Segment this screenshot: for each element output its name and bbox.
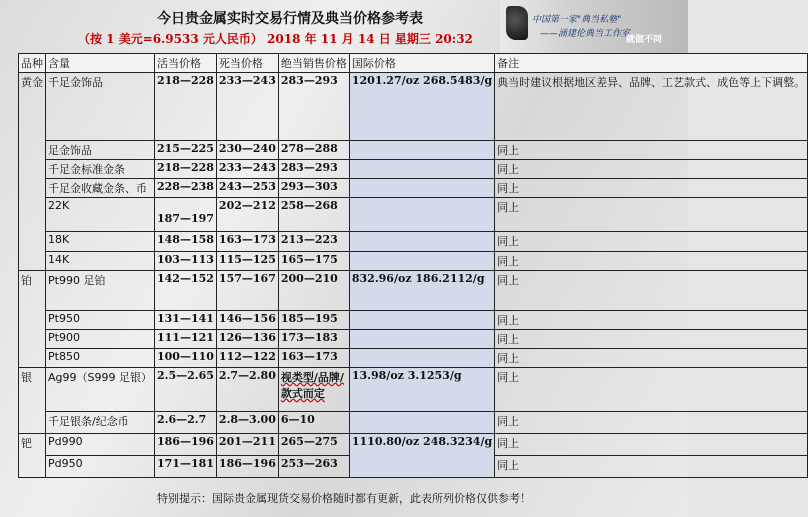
sale-price: 253—263 xyxy=(278,456,349,478)
table-row xyxy=(19,73,808,141)
dead-price: 233—243 xyxy=(216,160,278,179)
dead-price: 112—122 xyxy=(216,349,278,368)
footer-notice: 特别提示：国际贵金属现货交易价格随时都有更新，此表所列价格仅供参考！ xyxy=(157,492,531,505)
live-price: 148—158 xyxy=(154,232,216,252)
dead-price: 157—167 xyxy=(216,271,278,311)
category-palladium: 钯 xyxy=(19,434,46,478)
remark: 同上 xyxy=(495,179,808,198)
live-price: 2.6—2.7 xyxy=(154,412,216,434)
live-price: 218—228 xyxy=(154,160,216,179)
header-international-price: 国际价格 xyxy=(349,54,494,73)
live-price: 2.5—2.65 xyxy=(154,368,216,412)
live-price: 215—225 xyxy=(154,141,216,160)
live-price: 131—141 xyxy=(154,311,216,330)
sale-price: 258—268 xyxy=(278,198,349,232)
table-row xyxy=(19,311,808,330)
item-name: Ag99（S999 足银） xyxy=(46,368,155,412)
dead-price: 233—243 xyxy=(216,73,278,141)
international-price xyxy=(349,232,494,252)
dead-price: 115—125 xyxy=(216,252,278,271)
live-price: 111—121 xyxy=(154,330,216,349)
dead-price: 2.7—2.80 xyxy=(216,368,278,412)
table-row xyxy=(19,271,808,311)
item-name: Pd950 xyxy=(46,456,155,478)
logo-line2: ——涌建伦典当工作室 xyxy=(540,29,631,39)
category-platinum: 铂 xyxy=(19,271,46,368)
header-remarks: 备注 xyxy=(495,54,808,73)
dead-price: 202—212 xyxy=(216,198,278,232)
item-name: Pt990 足铂 xyxy=(46,271,155,311)
live-price: 228—238 xyxy=(154,179,216,198)
sale-price: 293—303 xyxy=(278,179,349,198)
table-row xyxy=(19,434,808,456)
header-live-pawn-price: 活当价格 xyxy=(154,54,216,73)
live-price: 100—110 xyxy=(154,349,216,368)
price-table xyxy=(18,53,808,478)
studio-logo xyxy=(500,0,688,56)
remark: 同上 xyxy=(495,141,808,160)
international-price xyxy=(349,349,494,368)
sale-price: 213—223 xyxy=(278,232,349,252)
header-category: 品种 xyxy=(19,54,46,73)
table-row xyxy=(19,198,808,232)
dead-price: 243—253 xyxy=(216,179,278,198)
table-row xyxy=(19,412,808,434)
international-price xyxy=(349,252,494,271)
remark: 同上 xyxy=(495,160,808,179)
remark: 同上 xyxy=(495,434,808,456)
live-price: 171—181 xyxy=(154,456,216,478)
item-name: 18K xyxy=(46,232,155,252)
logo-line1: 中国第一家"典当私塾" xyxy=(532,15,622,25)
sale-price: 6—10 xyxy=(278,412,349,434)
item-name: 14K xyxy=(46,252,155,271)
table-row xyxy=(19,349,808,368)
item-name: 千足金标准金条 xyxy=(46,160,155,179)
live-price: 187—197 xyxy=(154,198,216,232)
item-name: 千足金收藏金条、币 xyxy=(46,179,155,198)
international-price xyxy=(349,160,494,179)
logo-mark-icon xyxy=(506,6,528,40)
remark: 同上 xyxy=(495,456,808,478)
dead-price: 163—173 xyxy=(216,232,278,252)
table-row xyxy=(19,252,808,271)
dead-price: 126—136 xyxy=(216,330,278,349)
dead-price: 230—240 xyxy=(216,141,278,160)
sale-price: 163—173 xyxy=(278,349,349,368)
international-price xyxy=(349,412,494,434)
remark: 典当时建议根据地区差异、品牌、工艺款式、成色等上下调整。 xyxy=(495,73,808,141)
sale-price: 278—288 xyxy=(278,141,349,160)
live-price: 142—152 xyxy=(154,271,216,311)
item-name: Pt850 xyxy=(46,349,155,368)
remark: 同上 xyxy=(495,252,808,271)
item-name: Pt900 xyxy=(46,330,155,349)
international-price-platinum: 832.96/oz 186.2112/g xyxy=(349,271,494,311)
remark: 同上 xyxy=(495,412,808,434)
sale-price: 265—275 xyxy=(278,434,349,456)
table-row xyxy=(19,179,808,198)
sale-price: 165—175 xyxy=(278,252,349,271)
international-price xyxy=(349,330,494,349)
sale-price: 视类型/品牌/款式而定 xyxy=(278,368,349,412)
logo-slogan: 就做不同 xyxy=(626,35,663,45)
remark: 同上 xyxy=(495,311,808,330)
table-row xyxy=(19,330,808,349)
live-price: 103—113 xyxy=(154,252,216,271)
sale-price: 185—195 xyxy=(278,311,349,330)
international-price-gold: 1201.27/oz 268.5483/g xyxy=(349,73,494,141)
header-dead-pawn-price: 死当价格 xyxy=(216,54,278,73)
remark: 同上 xyxy=(495,271,808,311)
live-price: 218—228 xyxy=(154,73,216,141)
category-gold: 黄金 xyxy=(19,73,46,271)
international-price-palladium: 1110.80/oz 248.3234/g xyxy=(349,434,494,478)
header-content: 含量 xyxy=(46,54,155,73)
live-price: 186—196 xyxy=(154,434,216,456)
remark: 同上 xyxy=(495,232,808,252)
international-price xyxy=(349,198,494,232)
header-forfeit-sale-price: 绝当销售价格 xyxy=(278,54,349,73)
international-price xyxy=(349,141,494,160)
international-price xyxy=(349,179,494,198)
dead-price: 201—211 xyxy=(216,434,278,456)
item-name: Pd990 xyxy=(46,434,155,456)
international-price xyxy=(349,311,494,330)
item-name: 千足银条/纪念币 xyxy=(46,412,155,434)
item-name: 足金饰品 xyxy=(46,141,155,160)
sale-price: 283—293 xyxy=(278,160,349,179)
sale-price: 200—210 xyxy=(278,271,349,311)
sale-price: 173—183 xyxy=(278,330,349,349)
category-silver: 银 xyxy=(19,368,46,434)
table-header-row xyxy=(19,54,808,73)
item-name: Pt950 xyxy=(46,311,155,330)
item-name: 22K xyxy=(46,198,155,232)
remark: 同上 xyxy=(495,368,808,412)
international-price-silver: 13.98/oz 3.1253/g xyxy=(349,368,494,412)
dead-price: 186—196 xyxy=(216,456,278,478)
item-name: 千足金饰品 xyxy=(46,73,155,141)
table-row xyxy=(19,368,808,412)
table-row xyxy=(19,232,808,252)
sale-price: 283—293 xyxy=(278,73,349,141)
exchange-rate-date: （按 1 美元=6.9533 元人民币） 2018 年 11 月 14 日 星期三 20:32 xyxy=(78,32,473,46)
remark: 同上 xyxy=(495,349,808,368)
remark: 同上 xyxy=(495,198,808,232)
table-row xyxy=(19,141,808,160)
remark: 同上 xyxy=(495,330,808,349)
page-title: 今日贵金属实时交易行情及典当价格参考表 xyxy=(157,11,423,27)
dead-price: 2.8—3.00 xyxy=(216,412,278,434)
table-row xyxy=(19,160,808,179)
dead-price: 146—156 xyxy=(216,311,278,330)
